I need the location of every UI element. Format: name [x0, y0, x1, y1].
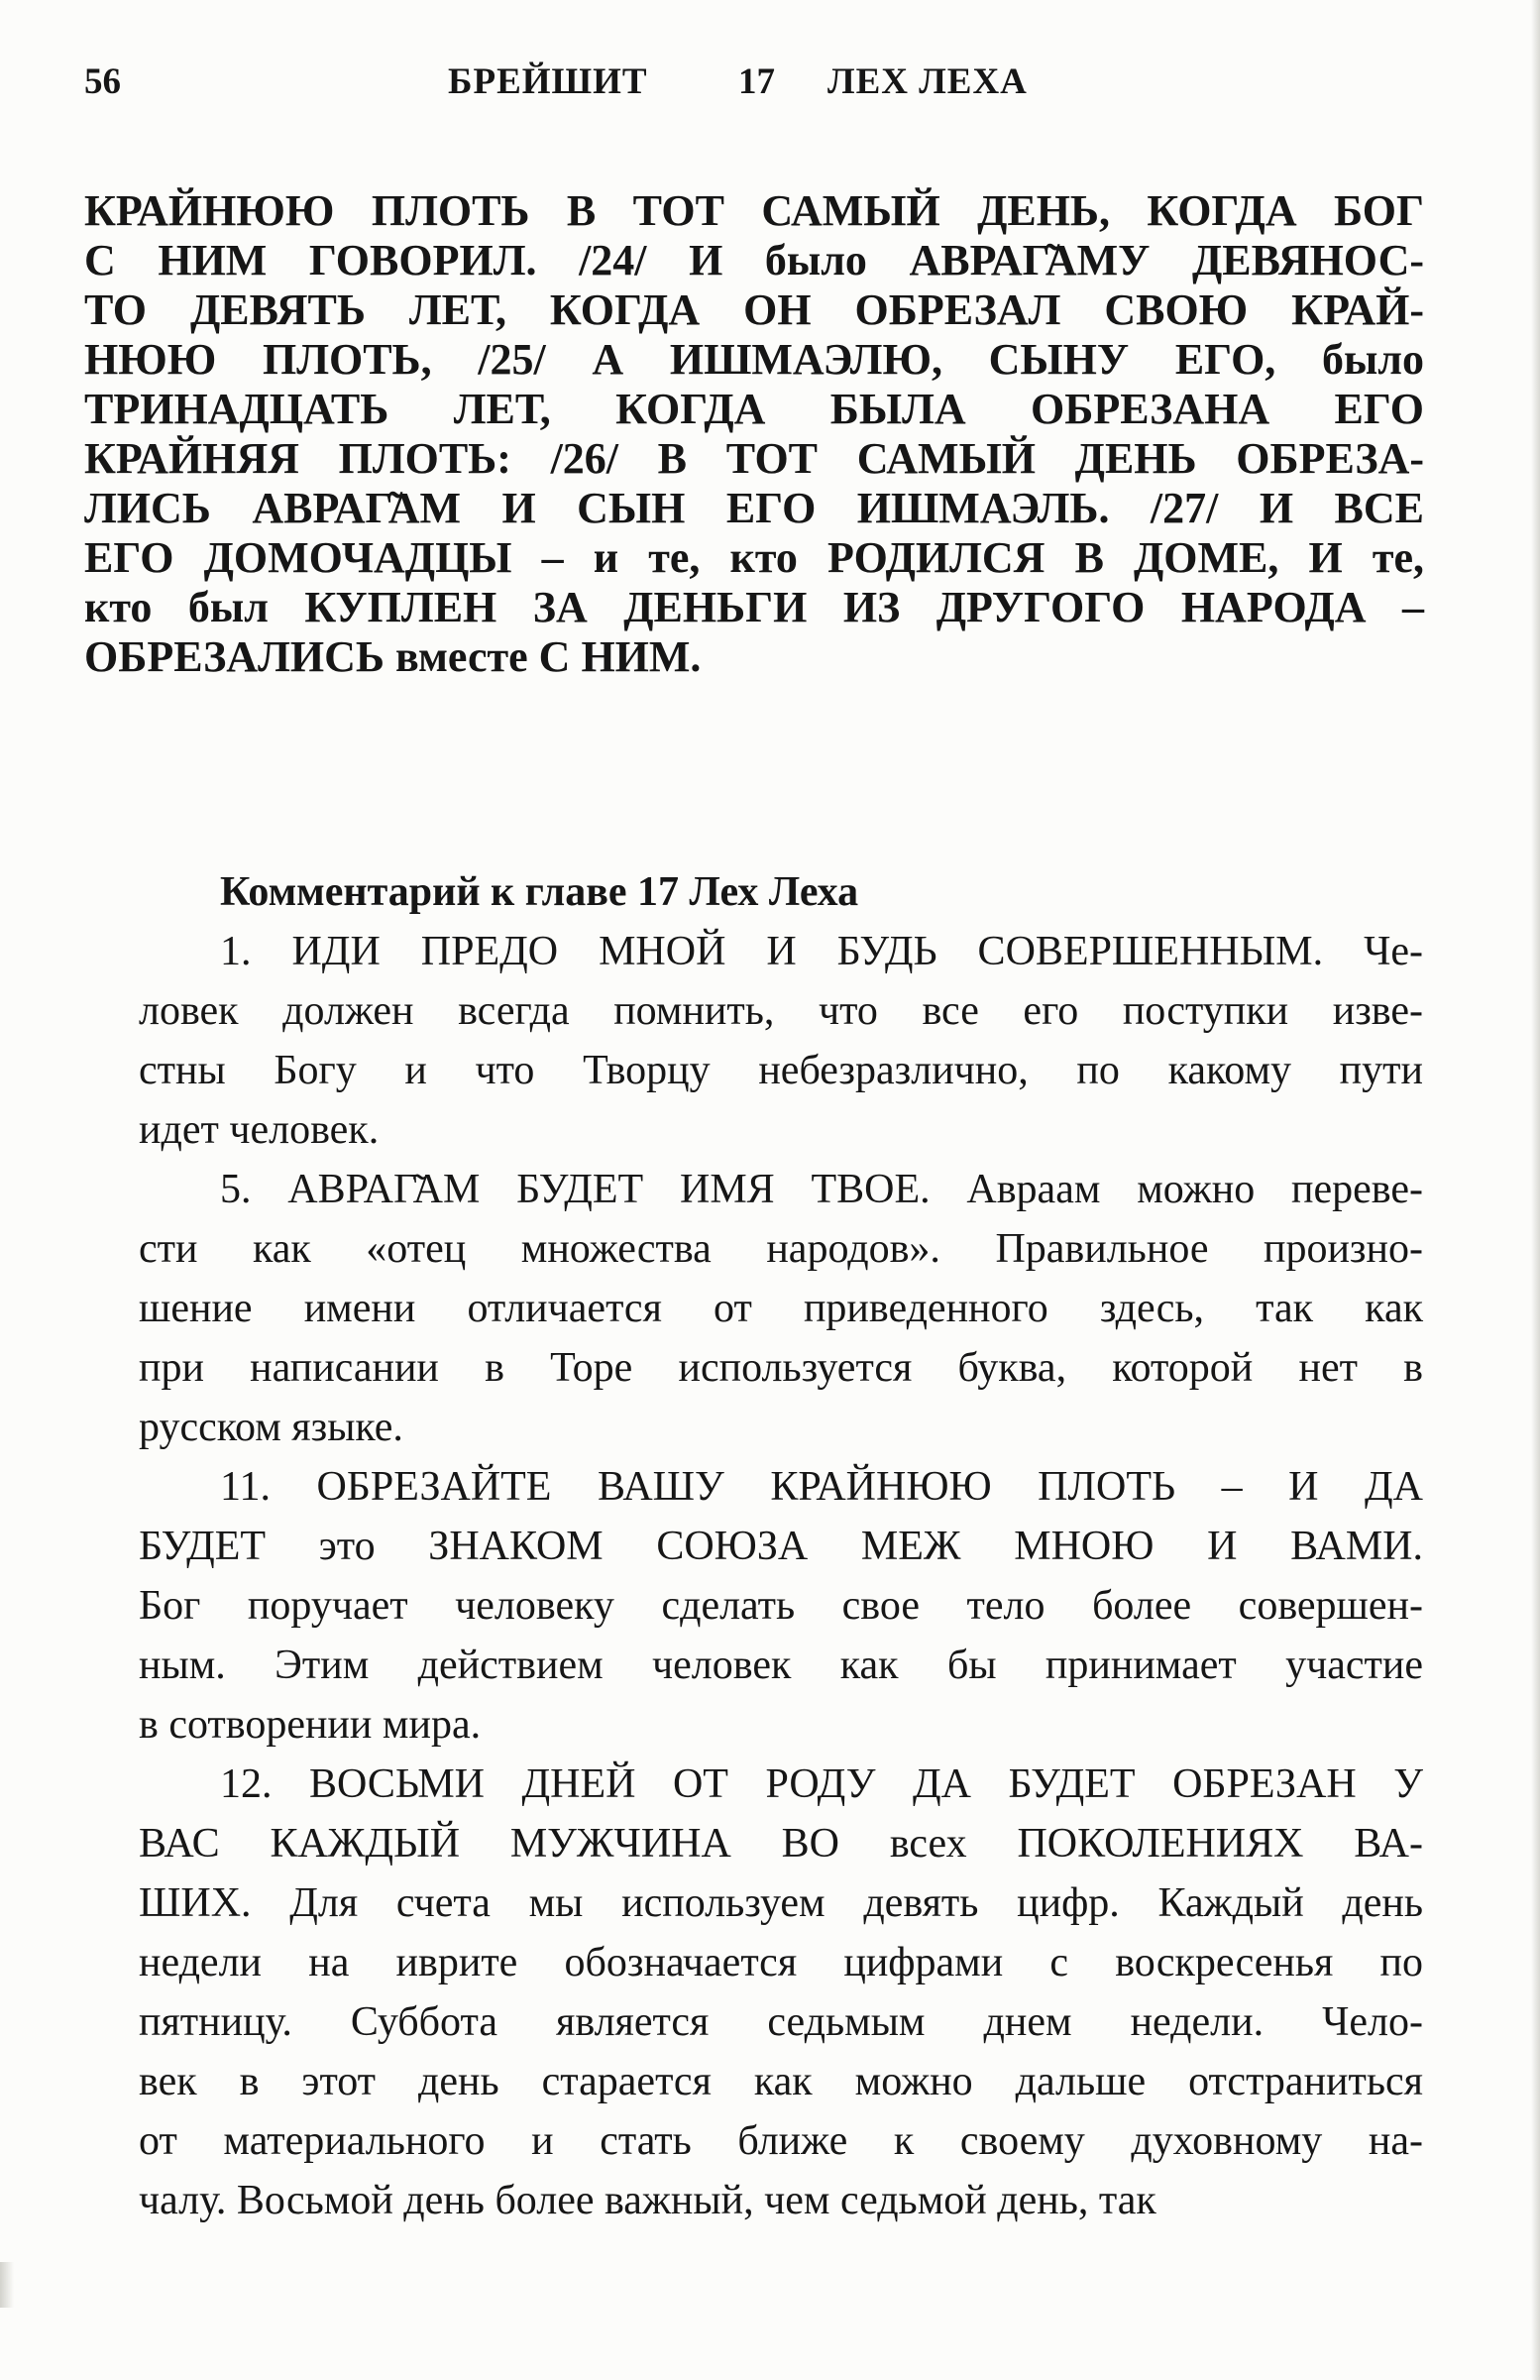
running-header [0, 61, 1540, 103]
text-line: век в этот день старается как можно дальше отстраниться [139, 2059, 1423, 2104]
book-title: БРЕЙШИТ [448, 61, 648, 102]
text-line: ным. Этим действием человек как бы принимает участие [139, 1643, 1423, 1688]
text-line: при написании в Торе используется буква, которой нет в [139, 1345, 1423, 1391]
torah-text-block [84, 186, 1424, 682]
page-number: 56 [84, 61, 121, 102]
text-line: кто был КУПЛЕН ЗА ДЕНЬГИ ИЗ ДРУГОГО НАРОДА – [84, 583, 1424, 631]
commentary-paragraph [139, 1160, 1423, 1457]
text-line: от материального и стать ближе к своему духовному на- [139, 2118, 1423, 2164]
commentary-paragraph [139, 1457, 1423, 1755]
commentary-paragraph [139, 922, 1423, 1160]
text-line: 5. АВРАГ̃АМ БУДЕТ ИМЯ ТВОЕ. Авраам можно переве- [220, 1167, 1423, 1212]
text-line: БУДЕТ это ЗНАКОМ СОЮЗА МЕЖ МНОЮ И ВАМИ. [139, 1524, 1423, 1569]
text-line: ТО ДЕВЯТЬ ЛЕТ, КОГДА ОН ОБРЕЗАЛ СВОЮ КРАЙ- [84, 285, 1424, 334]
text-line: ЛИСЬ АВРАГ̃АМ И СЫН ЕГО ИШМАЭЛЬ. /27/ И ВСЕ [84, 484, 1424, 532]
page-edge-shadow [1531, 0, 1540, 2380]
commentary-section [139, 862, 1423, 2230]
text-line: Бог поручает человеку сделать свое тело более совершен- [139, 1583, 1423, 1629]
parsha-title: ЛЕХ ЛЕХА [827, 61, 1028, 102]
commentary-paragraph [139, 1755, 1423, 2230]
text-line: ЕГО ДОМОЧАДЦЫ – и те, кто РОДИЛСЯ В ДОМЕ, И те, [84, 533, 1424, 582]
text-line: пятницу. Суббота является седьмым днем недели. Чело- [139, 1999, 1423, 2045]
text-line: КРАЙНЮЮ ПЛОТЬ В ТОТ САМЫЙ ДЕНЬ, КОГДА БОГ [84, 186, 1424, 235]
text-line: русском языке. [139, 1405, 403, 1450]
text-line: стны Богу и что Творцу небезразлично, по какому пути [139, 1048, 1423, 1093]
text-line: 11. ОБРЕЗАЙТЕ ВАШУ КРАЙНЮЮ ПЛОТЬ – И ДА [220, 1464, 1423, 1510]
text-line: недели на иврите обозначается цифрами с воскресенья по [139, 1940, 1423, 1985]
text-line: сти как «отец множества народов». Правильное произно- [139, 1226, 1423, 1272]
commentary-paragraphs [139, 922, 1423, 2230]
text-line: ТРИНАДЦАТЬ ЛЕТ, КОГДА БЫЛА ОБРЕЗАНА ЕГО [84, 385, 1424, 433]
text-line: ловек должен всегда помнить, что все его поступки изве- [139, 988, 1423, 1034]
text-line: шение имени отличается от приведенного здесь, так как [139, 1286, 1423, 1331]
text-line: идет человек. [139, 1107, 380, 1153]
commentary-heading: Комментарий к главе 17 Лех Леха [220, 869, 859, 915]
text-line: НЮЮ ПЛОТЬ, /25/ А ИШМАЭЛЮ, СЫНУ ЕГО, было [84, 335, 1424, 384]
text-line: ШИХ. Для счета мы используем девять цифр. Каждый день [139, 1880, 1423, 1926]
chapter-number: 17 [738, 61, 775, 102]
text-line: 12. ВОСЬМИ ДНЕЙ ОТ РОДУ ДА БУДЕТ ОБРЕЗАН У [220, 1761, 1423, 1807]
text-line: чалу. Восьмой день более важный, чем седьмой день, так [139, 2178, 1156, 2223]
text-line: ВАС КАЖДЫЙ МУЖЧИНА ВО всех ПОКОЛЕНИЯХ ВА- [139, 1821, 1423, 1867]
text-line: С НИМ ГОВОРИЛ. /24/ И было АВРАГ̃АМУ ДЕВЯНОС- [84, 236, 1424, 284]
text-line: в сотворении мира. [139, 1702, 482, 1748]
text-line: ОБРЕЗАЛИСЬ вместе С НИМ. [84, 632, 702, 681]
scan-smudge [0, 2262, 14, 2308]
text-line: 1. ИДИ ПРЕДО МНОЙ И БУДЬ СОВЕРШЕННЫМ. Че- [220, 929, 1423, 974]
text-line: КРАЙНЯЯ ПЛОТЬ: /26/ В ТОТ САМЫЙ ДЕНЬ ОБРЕЗА- [84, 434, 1424, 483]
